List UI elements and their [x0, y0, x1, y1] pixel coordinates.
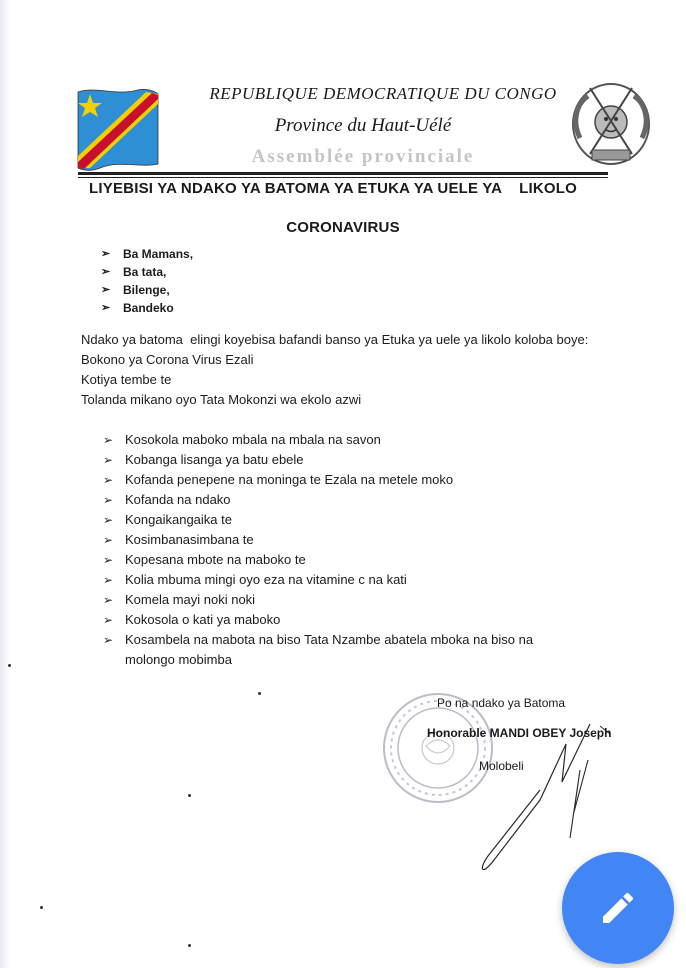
arrow-bullet-icon: ➢ — [101, 302, 111, 314]
arrow-bullet-icon: ➢ — [103, 553, 114, 567]
arrow-bullet-icon: ➢ — [101, 284, 111, 296]
list-item: ➢ Ba Mamans, — [101, 247, 194, 261]
province-heading: Province du Haut-Uélé — [274, 115, 452, 136]
greetings-list — [101, 245, 193, 317]
scan-speck — [188, 794, 191, 797]
scan-speck — [8, 664, 11, 667]
document-subtitle: CORONAVIRUS — [286, 219, 400, 236]
list-item: ➢ Kongaikangaika te — [103, 510, 583, 530]
arrow-bullet-icon: ➢ — [103, 433, 114, 447]
list-item: ➢ Kopesana mbote na maboko te — [103, 550, 583, 570]
list-item: ➢ Bandeko — [101, 301, 174, 315]
scan-speck — [40, 906, 43, 909]
header-divider — [78, 172, 608, 175]
arrow-bullet-icon: ➢ — [103, 633, 114, 647]
intro-line: Bokono ya Corona Virus Ezali — [81, 352, 254, 367]
arrow-bullet-icon: ➢ — [101, 266, 111, 278]
arrow-bullet-icon: ➢ — [103, 513, 114, 527]
arrow-bullet-icon: ➢ — [103, 593, 114, 607]
arrow-bullet-icon: ➢ — [103, 533, 114, 547]
republic-heading: REPUBLIQUE DEMOCRATIQUE DU CONGO — [209, 84, 557, 103]
arrow-bullet-icon: ➢ — [103, 573, 114, 587]
arrow-bullet-icon: ➢ — [101, 248, 111, 260]
list-item: ➢ Kolia mbuma mingi oyo eza na vitamine c na kati — [103, 570, 583, 590]
scan-speck — [188, 944, 191, 947]
measures-list — [103, 430, 583, 670]
list-item: ➢ Kobanga lisanga ya batu ebele — [103, 450, 583, 470]
list-item: ➢ Kofanda na ndako — [103, 490, 583, 510]
intro-line: Tolanda mikano oyo Tata Mokonzi wa ekolo azwi — [81, 392, 362, 407]
intro-line: Ndako ya batoma elingi koyebisa bafandi banso ya Etuka ya uele ya likolo koloba boye: — [81, 332, 589, 347]
arrow-bullet-icon: ➢ — [103, 493, 114, 507]
list-item: ➢ Kosokola maboko mbala na mbala na savon — [103, 430, 583, 450]
signatory-role: Molobeli — [479, 759, 524, 773]
signature-place: Po na ndako ya Batoma — [437, 696, 566, 710]
signatory-name: Honorable MANDI OBEY Joseph — [427, 726, 612, 740]
list-item: ➢ Ba tata, — [101, 265, 167, 279]
assembly-heading: Assemblée provinciale — [251, 146, 475, 167]
header-divider-thin — [78, 177, 608, 178]
arrow-bullet-icon: ➢ — [103, 473, 114, 487]
arrow-bullet-icon: ➢ — [103, 453, 114, 467]
intro-paragraph — [81, 330, 621, 410]
document-title: LIYEBISI YA NDAKO YA BATOMA YA ETUKA YA UELE YA LIKOLO — [89, 180, 577, 197]
pencil-icon — [598, 888, 638, 928]
list-item: ➢ Komela mayi noki noki — [103, 590, 583, 610]
intro-line: Kotiya tembe te — [81, 372, 172, 387]
list-item: ➢ Kofanda penepene na moninga te Ezala na metele moko — [103, 470, 583, 490]
scan-speck — [258, 692, 261, 695]
list-item: ➢ Kosambela na mabota na biso Tata Nzambe abatela mboka na biso na molongo mobimba — [103, 632, 534, 667]
edit-fab-button[interactable] — [562, 852, 674, 964]
list-item: ➢ Kosimbanasimbana te — [103, 530, 583, 550]
list-item: ➢ Bilenge, — [101, 283, 170, 297]
arrow-bullet-icon: ➢ — [103, 613, 114, 627]
list-item: ➢ Kokosola o kati ya maboko — [103, 610, 583, 630]
